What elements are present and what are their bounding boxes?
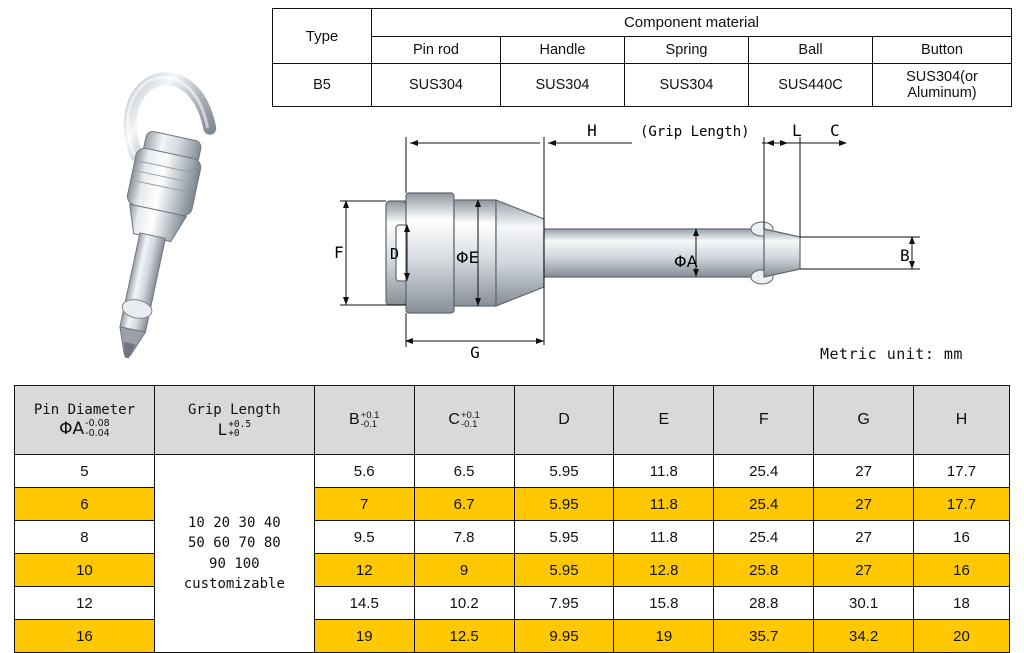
cell-H: 18 xyxy=(914,587,1010,620)
dim-label-D: D xyxy=(390,245,400,263)
cell-H: 20 xyxy=(914,620,1010,653)
cell-F: 25.4 xyxy=(714,455,814,488)
dimension-table xyxy=(14,385,1010,653)
cell-B: 5.6 xyxy=(314,455,414,488)
cell-F: 28.8 xyxy=(714,587,814,620)
cell-F: 25.8 xyxy=(714,554,814,587)
cell-E: 11.8 xyxy=(614,521,714,554)
cell-B: 19 xyxy=(314,620,414,653)
cell-G: 27 xyxy=(814,521,914,554)
mat-col-ball: Ball xyxy=(749,37,873,64)
cell-G: 27 xyxy=(814,455,914,488)
header-H: H xyxy=(914,386,1010,455)
pin-product-photo xyxy=(60,8,260,378)
mat-col-spring: Spring xyxy=(625,37,749,64)
taper-shape xyxy=(496,200,544,306)
cell-phiA: 16 xyxy=(15,620,155,653)
cell-phiA: 8 xyxy=(15,521,155,554)
mat-row-ball: SUS440C xyxy=(749,64,873,107)
cell-B: 7 xyxy=(314,488,414,521)
table-row xyxy=(15,455,1010,488)
cell-G: 27 xyxy=(814,554,914,587)
cell-C: 12.5 xyxy=(414,620,514,653)
cell-D: 5.95 xyxy=(514,554,614,587)
cell-D: 5.95 xyxy=(514,455,614,488)
cell-B: 12 xyxy=(314,554,414,587)
cell-F: 35.7 xyxy=(714,620,814,653)
cell-H: 16 xyxy=(914,521,1010,554)
cell-H: 17.7 xyxy=(914,488,1010,521)
cell-grip-length: 10 20 30 40 50 60 70 80 90 100 customizable xyxy=(154,455,314,653)
mat-row-pin-rod: SUS304 xyxy=(372,64,501,107)
cell-H: 17.7 xyxy=(914,455,1010,488)
cell-E: 11.8 xyxy=(614,455,714,488)
cell-G: 30.1 xyxy=(814,587,914,620)
cell-phiA: 6 xyxy=(15,488,155,521)
dim-label-H: H xyxy=(587,121,597,140)
header-pin-diameter: Pin Diameter ΦA -0.08 -0.04 xyxy=(15,386,155,455)
header-G: G xyxy=(814,386,914,455)
cell-B: 9.5 xyxy=(314,521,414,554)
dim-label-G: G xyxy=(470,343,480,362)
header-C: C +0.1 -0.1 xyxy=(414,386,514,455)
header-F: F xyxy=(714,386,814,455)
mat-row-button: SUS304(or Aluminum) xyxy=(873,64,1012,107)
header-D: D xyxy=(514,386,614,455)
header-grip-length: Grip Length L +0.5 +0 xyxy=(154,386,314,455)
cell-phiA: 10 xyxy=(15,554,155,587)
cell-F: 25.4 xyxy=(714,488,814,521)
dim-label-F: F xyxy=(334,243,344,262)
technical-drawing xyxy=(300,115,1012,370)
cell-C: 10.2 xyxy=(414,587,514,620)
cell-C: 9 xyxy=(414,554,514,587)
cell-C: 6.5 xyxy=(414,455,514,488)
dim-label-A: ΦA xyxy=(674,252,698,271)
cell-C: 6.7 xyxy=(414,488,514,521)
mat-type-header: Type xyxy=(273,9,372,64)
header-B: B +0.1 -0.1 xyxy=(314,386,414,455)
metric-unit-note: Metric unit: mm xyxy=(820,345,963,363)
dim-label-C: C xyxy=(830,121,840,140)
cell-phiA: 12 xyxy=(15,587,155,620)
cell-E: 15.8 xyxy=(614,587,714,620)
cell-F: 25.4 xyxy=(714,521,814,554)
cell-H: 16 xyxy=(914,554,1010,587)
dim-label-E: ΦE xyxy=(456,248,479,267)
cell-D: 5.95 xyxy=(514,521,614,554)
dim-label-L: L xyxy=(792,121,802,140)
cell-E: 19 xyxy=(614,620,714,653)
cell-C: 7.8 xyxy=(414,521,514,554)
cell-E: 11.8 xyxy=(614,488,714,521)
component-material-table xyxy=(272,8,1012,107)
cell-B: 14.5 xyxy=(314,587,414,620)
mat-col-pin-rod: Pin rod xyxy=(372,37,501,64)
mat-col-handle: Handle xyxy=(501,37,625,64)
tip-shape xyxy=(764,229,800,277)
dim-label-grip: (Grip Length) xyxy=(640,124,750,140)
cell-phiA: 5 xyxy=(15,455,155,488)
header-E: E xyxy=(614,386,714,455)
mat-row-spring: SUS304 xyxy=(625,64,749,107)
dim-label-B: B xyxy=(900,246,910,265)
cell-D: 7.95 xyxy=(514,587,614,620)
cell-D: 5.95 xyxy=(514,488,614,521)
mat-component-header: Component material xyxy=(372,9,1012,37)
cell-D: 9.95 xyxy=(514,620,614,653)
mat-col-button: Button xyxy=(873,37,1012,64)
cell-G: 27 xyxy=(814,488,914,521)
mat-row-type: B5 xyxy=(273,64,372,107)
cell-G: 34.2 xyxy=(814,620,914,653)
shaft-shape xyxy=(544,229,764,277)
mat-row-handle: SUS304 xyxy=(501,64,625,107)
cell-E: 12.8 xyxy=(614,554,714,587)
sleeve-shape xyxy=(406,193,454,313)
